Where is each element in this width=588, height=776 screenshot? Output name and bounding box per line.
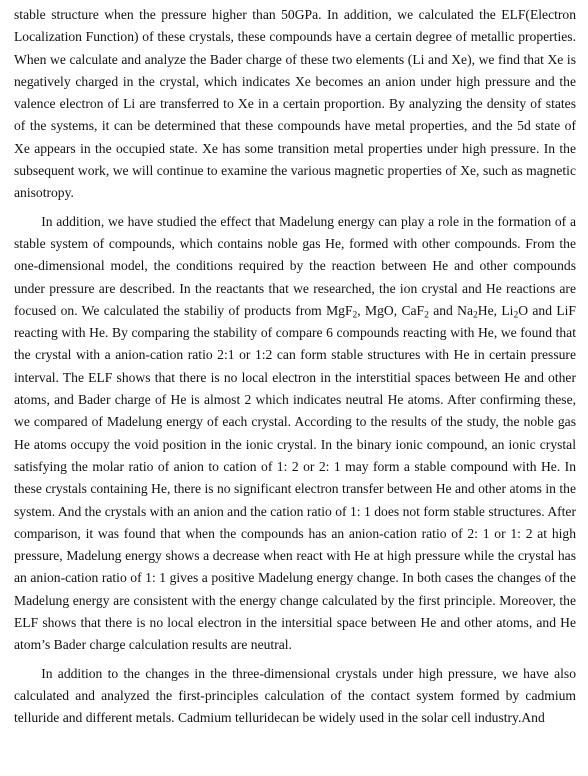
text-run: In addition, we have studied the effect that Madelung energy can play a role in the formation of a stable system of compounds, which contains noble gas He, formed with other compounds. From the one-dimensional model, the conditions required by the reaction between He and other compounds under pressure are described. In the reactants that we researched, the ion crystal and He reactions are focused on. We calculated the stabiliy of products from MgF [14, 213, 576, 318]
subscript-text: 2 [473, 310, 478, 321]
text-run: O and LiF reacting with He. By comparing the stability of compare 6 compounds reacting with He, we found that the crystal with a anion-cation ratio 2:1 or 1:2 can form stable structures with He in certain pressure interval. The ELF shows that there is no local electron in the interstitial spaces between He and other atoms, and Bader charge of He is almost 2 which indicates neutral He atoms. After confirming these, we compared of Madelung energy of each crystal. According to the results of the study, the noble gas He atoms occupy the void position in the ionic crystal. In the binary ionic compound, an ionic crystal satisfying the molar ratio of anion to cation of 1: 2 or 2: 1 may form a stable compound with He. In these crystals containing He, there is no significant electron transfer between He and other atoms in the system. And the crystals with an anion and the cation ratio of 1: 1 does not form stable structures. After comparison, it was found that when the compounds has an anion-cation ratio of 2: 1 or 1: 2 at high pressure, Madelung energy shows a decrease when react with He at high pressure while the crystal has an anion-cation ratio of 1: 1 gives a positive Madelung energy change. In both cases the changes of the Madelung energy are consistent with the energy change calculated by the first principle. Moreover, the ELF shows that there is no local electron in the intersitial space between He and other atoms, and He atom’s Bader charge calculation results are neutral. [14, 302, 576, 653]
text-run: , MgO, CaF [357, 302, 425, 318]
paragraph-cadmium-telluride [14, 663, 576, 730]
subscript-text: 2 [424, 310, 429, 321]
paragraph-xe-properties [14, 4, 576, 205]
text-run: In addition to the changes in the three-dimensional crystals under high pressure, we have also calculated and analyzed the first-principles calculation of the contact system formed by cadmium telluride and different metals. Cadmium telluridecan be widely used in the solar cell industry.And [14, 665, 576, 726]
text-run: stable structure when the pressure higher than 50GPa. In addition, we calculated the ELF(Electron Localization Function) of these crystals, these compounds have a certain degree of metallic properties. When we calculate and analyze the Bader charge of these two elements (Li and Xe), we find that Xe is negatively charged in the crystal, which indicates Xe becomes an anion under high pressure and the valence electron of Li are transferred to Xe in a certain proportion. By analyzing the density of states of the systems, it can be determined that these compounds have metal properties, and the 5d state of Xe appears in the occupied state. Xe has some transition metal properties under high pressure. In the subsequent work, we will continue to examine the various magnetic properties of Xe, such as magnetic anisotropy. [14, 7, 576, 201]
text-run: He, Li [477, 302, 514, 318]
text-run: and Na [428, 302, 474, 318]
subscript-text: 2 [513, 310, 519, 321]
document-page [14, 4, 576, 736]
subscript-text: 2 [352, 310, 358, 321]
paragraph-madelung-energy [14, 211, 576, 657]
